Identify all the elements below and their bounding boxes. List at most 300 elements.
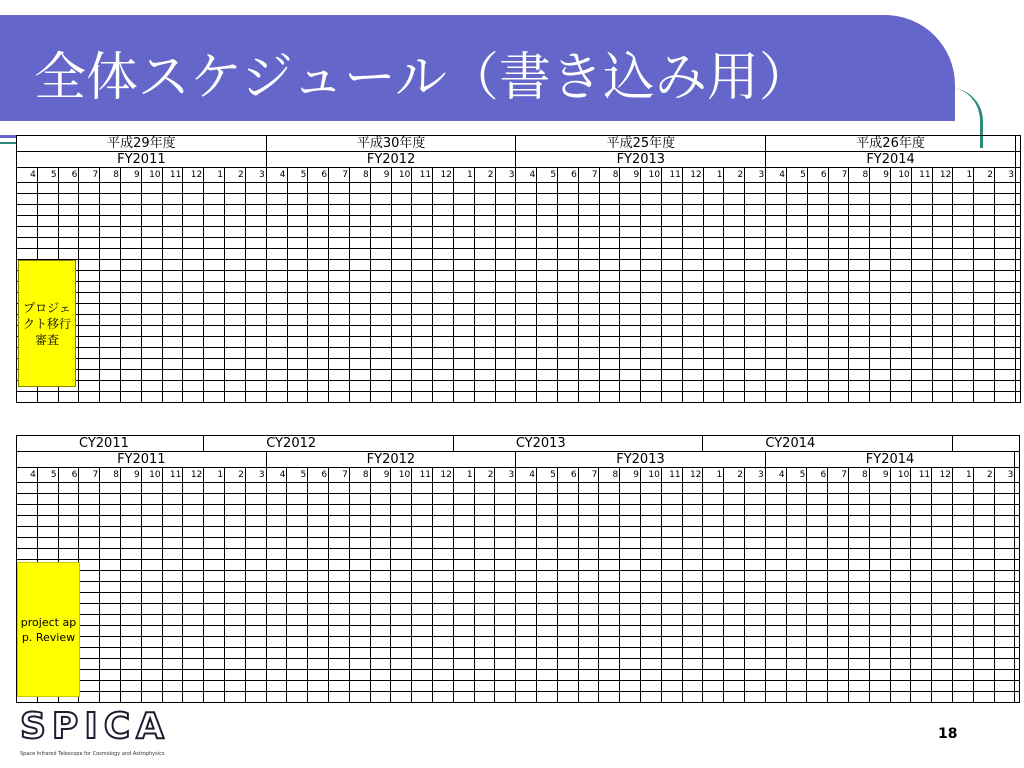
grid-cell <box>849 282 870 293</box>
grid-cell <box>266 593 287 604</box>
grid-cell <box>932 659 953 670</box>
grid-cell <box>952 648 973 659</box>
grid-cell <box>828 260 849 271</box>
grid-cell <box>391 659 412 670</box>
grid-cell <box>412 271 433 282</box>
grid-cell <box>224 216 245 227</box>
grid-cell <box>537 249 558 260</box>
grid-cell <box>848 692 869 703</box>
grid-cell <box>183 337 204 348</box>
grid-cell <box>433 348 454 359</box>
grid-cell <box>578 494 599 505</box>
grid-cell <box>37 549 58 560</box>
grid-cell <box>641 271 662 282</box>
grid-cell <box>245 227 266 238</box>
grid-cell <box>703 337 724 348</box>
month-cell: 12 <box>682 168 703 183</box>
grid-cell <box>620 392 641 403</box>
schedule-row <box>17 293 1021 304</box>
grid-cell <box>787 315 808 326</box>
grid-cell <box>828 227 849 238</box>
month-cell: 11 <box>911 168 932 183</box>
grid-cell <box>828 692 849 703</box>
month-cell: 1 <box>953 168 974 183</box>
grid-cell <box>911 326 932 337</box>
grid-cell <box>952 637 973 648</box>
month-cell: 11 <box>661 468 682 483</box>
grid-cell <box>661 505 682 516</box>
grid-cell <box>245 260 266 271</box>
grid-cell <box>120 659 141 670</box>
grid-cell <box>911 249 932 260</box>
grid-cell <box>391 505 412 516</box>
grid-cell <box>516 348 537 359</box>
grid-cell <box>869 604 890 615</box>
grid-cell <box>620 692 641 703</box>
month-cell: 10 <box>641 168 662 183</box>
grid-cell <box>245 194 266 205</box>
grid-cell <box>1015 604 1020 615</box>
grid-cell <box>204 582 225 593</box>
grid-cell <box>682 326 703 337</box>
month-cell: 2 <box>974 168 995 183</box>
grid-cell <box>79 227 100 238</box>
grid-cell <box>266 370 287 381</box>
grid-cell <box>474 516 495 527</box>
grid-cell <box>308 560 329 571</box>
grid-cell <box>537 271 558 282</box>
grid-cell <box>287 315 308 326</box>
grid-cell <box>786 593 807 604</box>
grid-cell <box>100 582 121 593</box>
grid-cell <box>495 183 516 194</box>
grid-cell <box>266 348 287 359</box>
grid-cell <box>495 216 516 227</box>
grid-cell <box>849 315 870 326</box>
grid-cell <box>1015 271 1020 282</box>
grid-cell <box>807 659 828 670</box>
grid-cell <box>308 626 329 637</box>
grid-cell <box>578 183 599 194</box>
grid-cell <box>495 648 516 659</box>
grid-cell <box>911 205 932 216</box>
grid-cell <box>287 326 308 337</box>
grid-cell <box>349 626 370 637</box>
grid-cell <box>578 392 599 403</box>
grid-cell <box>120 516 141 527</box>
grid-cell <box>537 227 558 238</box>
grid-cell <box>890 293 911 304</box>
grid-cell <box>100 670 121 681</box>
grid-cell <box>141 282 162 293</box>
grid-cell <box>224 359 245 370</box>
schedule-row <box>17 681 1020 692</box>
grid-cell <box>932 282 953 293</box>
grid-cell <box>557 571 578 582</box>
grid-cell <box>932 549 953 560</box>
grid-cell <box>245 238 266 249</box>
grid-cell <box>141 348 162 359</box>
grid-cell <box>537 326 558 337</box>
grid-cell <box>620 494 641 505</box>
grid-cell <box>849 381 870 392</box>
grid-cell <box>287 593 308 604</box>
grid-cell <box>370 370 391 381</box>
grid-cell <box>516 337 537 348</box>
grid-cell <box>641 659 662 670</box>
grid-cell <box>412 227 433 238</box>
grid-cell <box>141 194 162 205</box>
grid-cell <box>724 516 745 527</box>
grid-cell <box>79 392 100 403</box>
grid-cell <box>1015 560 1020 571</box>
grid-cell <box>433 505 454 516</box>
grid-cell <box>682 582 703 593</box>
grid-cell <box>890 194 911 205</box>
grid-cell <box>329 538 350 549</box>
grid-cell <box>620 249 641 260</box>
grid-cell <box>786 648 807 659</box>
grid-cell <box>433 227 454 238</box>
month-cell: 2 <box>973 468 994 483</box>
grid-cell <box>787 249 808 260</box>
grid-cell <box>474 392 495 403</box>
grid-cell <box>370 692 391 703</box>
grid-cell <box>807 359 828 370</box>
grid-cell <box>890 483 911 494</box>
grid-cell <box>329 326 350 337</box>
calendar-year-cell: CY2011 <box>17 436 204 452</box>
grid-cell <box>641 560 662 571</box>
grid-cell <box>890 304 911 315</box>
grid-cell <box>495 615 516 626</box>
grid-cell <box>766 370 787 381</box>
grid-cell <box>370 205 391 216</box>
grid-cell <box>391 681 412 692</box>
grid-cell <box>453 326 474 337</box>
grid-cell <box>79 549 100 560</box>
grid-cell <box>516 593 537 604</box>
grid-cell <box>599 516 620 527</box>
grid-cell <box>433 560 454 571</box>
grid-cell <box>349 216 370 227</box>
grid-cell <box>391 326 412 337</box>
grid-cell <box>641 670 662 681</box>
grid-cell <box>662 238 683 249</box>
grid-cell <box>370 494 391 505</box>
grid-cell <box>100 494 121 505</box>
schedule-row <box>17 348 1021 359</box>
grid-cell <box>329 205 350 216</box>
grid-cell <box>953 238 974 249</box>
grid-cell <box>329 681 350 692</box>
grid-cell <box>495 483 516 494</box>
grid-cell <box>578 293 599 304</box>
grid-cell <box>433 392 454 403</box>
project-app-review-note <box>17 562 80 697</box>
grid-cell <box>974 370 995 381</box>
grid-cell <box>224 370 245 381</box>
grid-cell <box>703 304 724 315</box>
grid-cell <box>287 670 308 681</box>
grid-cell <box>599 615 620 626</box>
grid-cell <box>973 505 994 516</box>
month-cell: 8 <box>849 168 870 183</box>
grid-cell <box>100 249 121 260</box>
grid-cell <box>870 249 891 260</box>
grid-cell <box>620 549 641 560</box>
grid-cell <box>744 560 765 571</box>
grid-cell <box>287 359 308 370</box>
grid-cell <box>974 381 995 392</box>
grid-cell <box>558 337 579 348</box>
grid-cell <box>828 681 849 692</box>
grid-cell <box>474 304 495 315</box>
grid-cell <box>412 370 433 381</box>
grid-cell <box>17 216 38 227</box>
grid-cell <box>828 315 849 326</box>
grid-cell <box>558 260 579 271</box>
month-cell: 7 <box>828 168 849 183</box>
grid-cell <box>953 392 974 403</box>
grid-cell <box>266 692 287 703</box>
grid-cell <box>453 593 474 604</box>
grid-cell <box>953 304 974 315</box>
grid-cell <box>994 326 1015 337</box>
grid-cell <box>558 348 579 359</box>
grid-cell <box>890 227 911 238</box>
grid-cell <box>79 626 100 637</box>
grid-cell <box>870 381 891 392</box>
grid-cell <box>890 370 911 381</box>
grid-cell <box>724 538 745 549</box>
grid-cell <box>807 271 828 282</box>
grid-cell <box>641 194 662 205</box>
grid-cell <box>245 326 266 337</box>
grid-cell <box>245 348 266 359</box>
grid-cell <box>828 293 849 304</box>
grid-cell <box>807 348 828 359</box>
schedule-row <box>17 271 1021 282</box>
grid-cell <box>994 271 1015 282</box>
grid-cell <box>807 260 828 271</box>
grid-cell <box>911 260 932 271</box>
grid-cell <box>1015 293 1020 304</box>
grid-cell <box>537 238 558 249</box>
grid-cell <box>183 194 204 205</box>
grid-cell <box>141 571 162 582</box>
grid-cell <box>1015 304 1020 315</box>
grid-cell <box>953 260 974 271</box>
grid-cell <box>994 626 1015 637</box>
grid-cell <box>703 271 724 282</box>
grid-cell <box>308 282 329 293</box>
grid-cell <box>370 194 391 205</box>
grid-cell <box>453 560 474 571</box>
grid-cell <box>79 637 100 648</box>
grid-cell <box>724 216 745 227</box>
grid-cell <box>266 505 287 516</box>
grid-cell <box>787 304 808 315</box>
grid-cell <box>766 271 787 282</box>
grid-cell <box>890 516 911 527</box>
schedule-row <box>17 282 1021 293</box>
grid-cell <box>703 516 724 527</box>
grid-cell <box>620 571 641 582</box>
grid-cell <box>495 582 516 593</box>
grid-cell <box>433 260 454 271</box>
grid-cell <box>516 483 537 494</box>
grid-cell <box>953 271 974 282</box>
grid-cell <box>599 560 620 571</box>
grid-cell <box>474 549 495 560</box>
grid-cell <box>974 337 995 348</box>
grid-cell <box>162 392 183 403</box>
grid-cell <box>329 249 350 260</box>
grid-cell <box>869 648 890 659</box>
grid-cell <box>433 494 454 505</box>
grid-cell <box>412 392 433 403</box>
grid-cell <box>329 615 350 626</box>
grid-cell <box>225 648 246 659</box>
grid-cell <box>245 637 266 648</box>
grid-cell <box>932 516 953 527</box>
grid-cell <box>162 483 183 494</box>
grid-cell <box>765 538 786 549</box>
grid-cell <box>953 183 974 194</box>
grid-cell <box>474 227 495 238</box>
grid-cell <box>828 670 849 681</box>
month-cell: 3 <box>745 168 766 183</box>
grid-cell <box>641 648 662 659</box>
grid-cell <box>1015 249 1020 260</box>
month-cell: 4 <box>766 168 787 183</box>
grid-cell <box>349 227 370 238</box>
grid-cell <box>682 527 703 538</box>
grid-cell <box>745 315 766 326</box>
schedule-row <box>17 194 1021 205</box>
grid-cell <box>661 516 682 527</box>
month-cell: 10 <box>890 168 911 183</box>
grid-cell <box>765 593 786 604</box>
grid-cell <box>682 681 703 692</box>
grid-cell <box>1015 538 1020 549</box>
grid-cell <box>620 505 641 516</box>
grid-cell <box>828 249 849 260</box>
month-cell: 5 <box>537 168 558 183</box>
grid-cell <box>225 582 246 593</box>
grid-cell <box>911 648 932 659</box>
grid-cell <box>911 593 932 604</box>
grid-cell <box>412 626 433 637</box>
grid-cell <box>662 249 683 260</box>
grid-cell <box>953 227 974 238</box>
grid-cell <box>599 392 620 403</box>
grid-cell <box>724 183 745 194</box>
month-cell: 9 <box>869 468 890 483</box>
grid-cell <box>869 505 890 516</box>
grid-cell <box>952 582 973 593</box>
grid-cell <box>953 216 974 227</box>
grid-cell <box>370 326 391 337</box>
grid-cell <box>558 282 579 293</box>
grid-cell <box>266 194 287 205</box>
grid-cell <box>807 293 828 304</box>
grid-cell <box>890 216 911 227</box>
grid-cell <box>641 582 662 593</box>
grid-cell <box>724 637 745 648</box>
grid-cell <box>204 549 225 560</box>
grid-cell <box>641 238 662 249</box>
grid-cell <box>225 604 246 615</box>
grid-cell <box>682 260 703 271</box>
grid-cell <box>58 505 79 516</box>
grid-cell <box>58 216 79 227</box>
grid-cell <box>308 659 329 670</box>
grid-cell <box>120 304 141 315</box>
grid-cell <box>578 381 599 392</box>
grid-cell <box>433 582 454 593</box>
grid-cell <box>620 337 641 348</box>
grid-cell <box>162 260 183 271</box>
grid-cell <box>848 670 869 681</box>
grid-cell <box>599 183 620 194</box>
grid-cell <box>17 227 38 238</box>
grid-cell <box>994 571 1015 582</box>
grid-cell <box>245 337 266 348</box>
grid-cell <box>516 238 537 249</box>
grid-cell <box>890 282 911 293</box>
grid-cell <box>453 659 474 670</box>
grid-cell <box>787 337 808 348</box>
grid-cell <box>266 304 287 315</box>
grid-cell <box>974 260 995 271</box>
grid-cell <box>620 293 641 304</box>
grid-cell <box>558 238 579 249</box>
grid-cell <box>287 604 308 615</box>
grid-cell <box>911 370 932 381</box>
grid-cell <box>869 692 890 703</box>
grid-cell <box>765 571 786 582</box>
grid-cell <box>766 326 787 337</box>
grid-cell <box>1015 505 1020 516</box>
grid-cell <box>266 659 287 670</box>
grid-cell <box>557 582 578 593</box>
month-cell: 5 <box>287 168 308 183</box>
grid-cell <box>183 670 204 681</box>
grid-cell <box>765 681 786 692</box>
grid-cell <box>870 326 891 337</box>
grid-cell <box>412 183 433 194</box>
grid-cell <box>183 304 204 315</box>
schedule-row <box>17 392 1021 403</box>
grid-cell <box>599 370 620 381</box>
grid-cell <box>558 293 579 304</box>
grid-cell <box>433 216 454 227</box>
grid-cell <box>17 505 38 516</box>
grid-cell <box>79 359 100 370</box>
grid-cell <box>765 483 786 494</box>
grid-cell <box>807 238 828 249</box>
grid-cell <box>370 604 391 615</box>
grid-cell <box>308 582 329 593</box>
grid-cell <box>724 582 745 593</box>
grid-cell <box>994 315 1015 326</box>
grid-cell <box>848 571 869 582</box>
grid-cell <box>287 183 308 194</box>
grid-cell <box>204 527 225 538</box>
grid-cell <box>183 370 204 381</box>
